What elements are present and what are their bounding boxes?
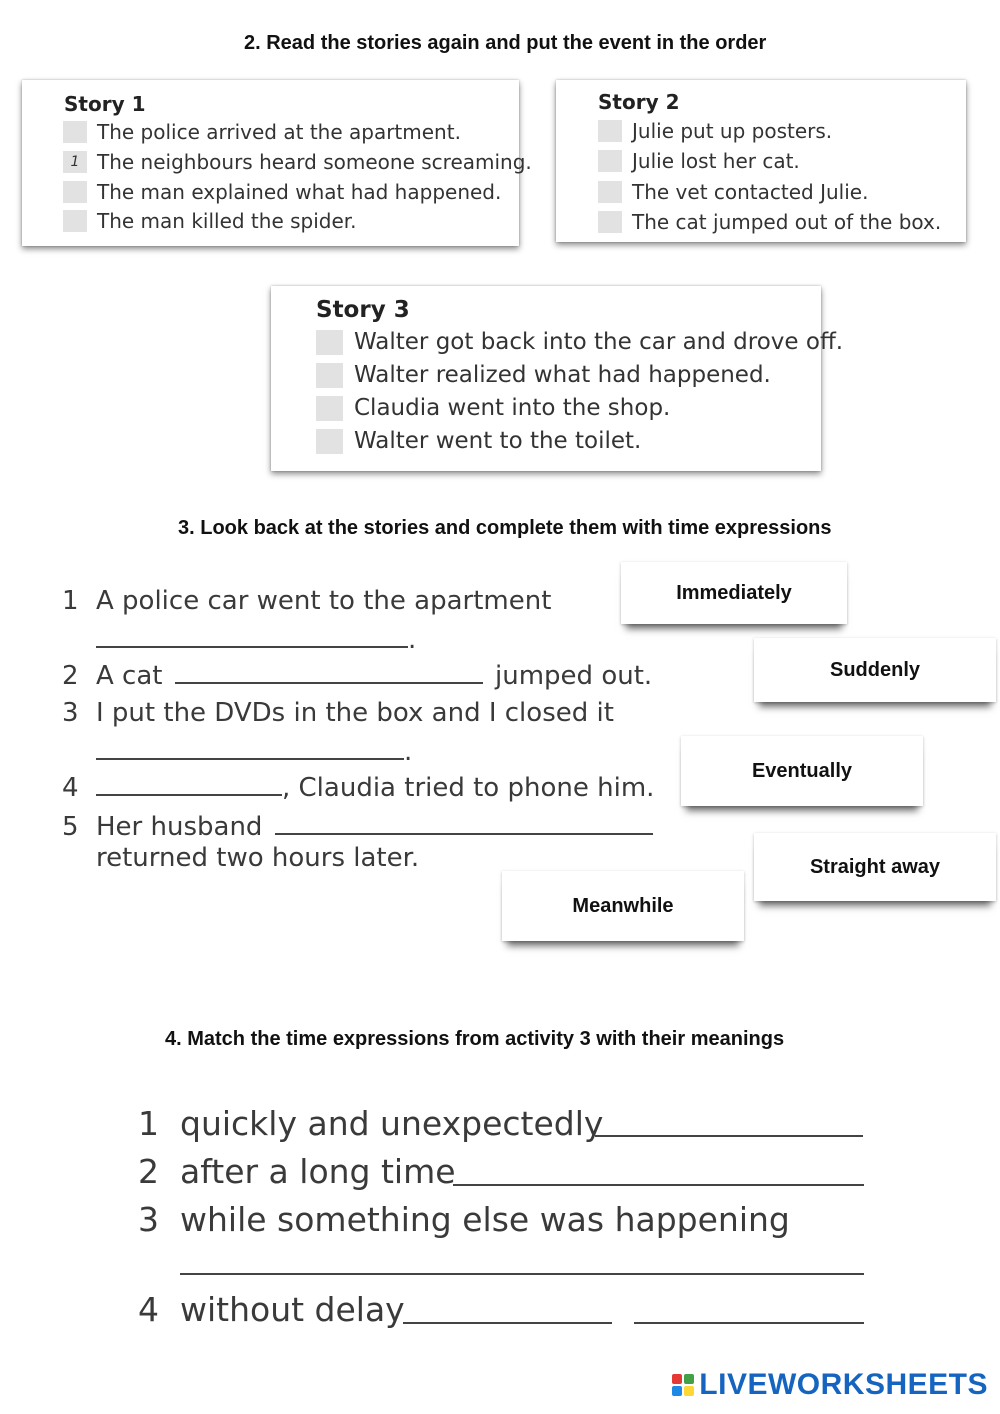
exercise-text: Her husband xyxy=(96,812,263,842)
story-2-event xyxy=(598,210,941,234)
exercise-number: 1 xyxy=(62,586,79,616)
order-box[interactable] xyxy=(63,181,87,203)
story-3-event xyxy=(316,395,670,421)
event-text: Walter got back into the car and drove off. xyxy=(354,329,844,355)
card-label: Immediately xyxy=(676,581,792,604)
story-1-event xyxy=(63,150,532,174)
story-1-event xyxy=(63,120,461,144)
story-1-event xyxy=(63,209,357,233)
answer-line-1[interactable] xyxy=(595,1135,863,1137)
exercise-5-line xyxy=(62,809,653,842)
card-label: Eventually xyxy=(751,759,853,782)
logo-square xyxy=(684,1374,694,1384)
item-number: 2 xyxy=(138,1152,159,1191)
story-1-card xyxy=(22,80,532,246)
exercise-text: , Claudia tried to phone him. xyxy=(282,773,655,803)
order-box[interactable] xyxy=(598,211,622,233)
event-text: Julie lost her cat. xyxy=(632,149,800,173)
event-text: Walter went to the toilet. xyxy=(354,428,642,454)
punctuation: . xyxy=(408,625,417,655)
order-box[interactable] xyxy=(316,363,343,388)
exercise-text: jumped out. xyxy=(495,661,653,691)
exercise-text: A cat xyxy=(96,661,163,691)
card-eventually[interactable] xyxy=(681,736,923,806)
order-box[interactable] xyxy=(63,210,87,232)
logo-square xyxy=(684,1386,694,1396)
story-1-event xyxy=(63,180,501,204)
story-2-event xyxy=(598,180,868,204)
order-box[interactable] xyxy=(316,330,343,355)
logo-square xyxy=(672,1374,682,1384)
logo-icon xyxy=(672,1374,694,1396)
section-4-heading: 4. Match the time expressions from activity 3 with their meanings xyxy=(165,1028,785,1050)
exercise-1-line xyxy=(62,586,551,616)
story-3-event xyxy=(316,329,843,355)
order-box[interactable] xyxy=(316,429,343,454)
exercise-number: 4 xyxy=(62,773,79,803)
answer-blank[interactable] xyxy=(96,734,404,760)
logo-text: LIVEWORKSHEETS xyxy=(699,1368,988,1401)
exercise-3-blank-line xyxy=(96,734,412,767)
card-label: Straight away xyxy=(809,855,941,878)
story-2-event xyxy=(598,119,832,143)
event-text: The cat jumped out of the box. xyxy=(632,210,942,234)
order-box[interactable] xyxy=(63,121,87,143)
card-label: Meanwhile xyxy=(572,894,674,917)
answer-blank[interactable] xyxy=(275,809,653,835)
card-meanwhile[interactable] xyxy=(502,871,744,941)
answer-line-3[interactable] xyxy=(180,1273,864,1275)
story-3-event xyxy=(316,362,771,388)
story-3-event xyxy=(316,428,641,454)
item-number: 3 xyxy=(138,1200,159,1239)
story-3-card xyxy=(271,286,844,471)
exercise-text: A police car went to the apartment xyxy=(96,586,552,616)
exercise-number: 2 xyxy=(62,661,79,691)
section-3-heading: 3. Look back at the stories and complete them with time expressions xyxy=(178,517,832,539)
item-number: 1 xyxy=(138,1104,159,1143)
event-text: The man killed the spider. xyxy=(97,209,357,233)
meaning-item-3 xyxy=(138,1200,790,1239)
order-box[interactable] xyxy=(598,150,622,172)
answer-line-2[interactable] xyxy=(453,1184,864,1186)
section-2-heading: 2. Read the stories again and put the event in the order xyxy=(244,32,767,54)
answer-blank[interactable] xyxy=(96,622,408,648)
event-text: Claudia went into the shop. xyxy=(354,395,671,421)
order-box[interactable] xyxy=(598,181,622,203)
event-text: The police arrived at the apartment. xyxy=(97,120,461,144)
exercise-1-blank-line xyxy=(96,622,416,655)
card-immediately[interactable] xyxy=(621,562,847,624)
exercise-number: 5 xyxy=(62,812,79,842)
event-text: The vet contacted Julie. xyxy=(632,180,869,204)
card-label: Suddenly xyxy=(829,658,920,681)
event-text: The man explained what had happened. xyxy=(97,180,502,204)
meaning-item-4 xyxy=(138,1290,405,1329)
order-box[interactable]: 1 xyxy=(63,151,87,173)
item-text: quickly and unexpectedly xyxy=(180,1104,604,1143)
story-2-card xyxy=(556,80,966,242)
exercise-text: I put the DVDs in the box and I closed it xyxy=(96,698,614,728)
item-number: 4 xyxy=(138,1290,159,1329)
order-box[interactable] xyxy=(316,396,343,421)
answer-blank[interactable] xyxy=(175,658,483,684)
exercise-5-continuation: returned two hours later. xyxy=(96,843,420,873)
event-text: Walter realized what had happened. xyxy=(354,362,771,388)
exercise-4-line xyxy=(62,770,654,803)
liveworksheets-logo xyxy=(672,1368,988,1402)
event-text: Julie put up posters. xyxy=(632,119,833,143)
event-text: The neighbours heard someone screaming. xyxy=(97,150,532,174)
card-straight-away[interactable] xyxy=(754,833,996,901)
punctuation: . xyxy=(404,737,413,767)
item-text: without delay xyxy=(180,1290,405,1329)
logo-square xyxy=(672,1386,682,1396)
answer-line-4b[interactable] xyxy=(634,1322,864,1324)
story-3-title: Story 3 xyxy=(316,297,410,323)
answer-blank[interactable] xyxy=(96,770,282,796)
exercise-2-line xyxy=(62,658,652,691)
order-box[interactable] xyxy=(598,120,622,142)
item-text: after a long time xyxy=(180,1152,456,1191)
meaning-item-2 xyxy=(138,1152,456,1191)
meaning-item-1 xyxy=(138,1104,603,1143)
card-suddenly[interactable] xyxy=(754,638,996,702)
answer-line-4a[interactable] xyxy=(403,1322,612,1324)
item-text: while something else was happening xyxy=(180,1200,790,1239)
exercise-3-line xyxy=(62,698,614,728)
story-2-title: Story 2 xyxy=(598,90,680,114)
exercise-number: 3 xyxy=(62,698,79,728)
story-2-event xyxy=(598,149,800,173)
story-1-title: Story 1 xyxy=(64,92,146,116)
